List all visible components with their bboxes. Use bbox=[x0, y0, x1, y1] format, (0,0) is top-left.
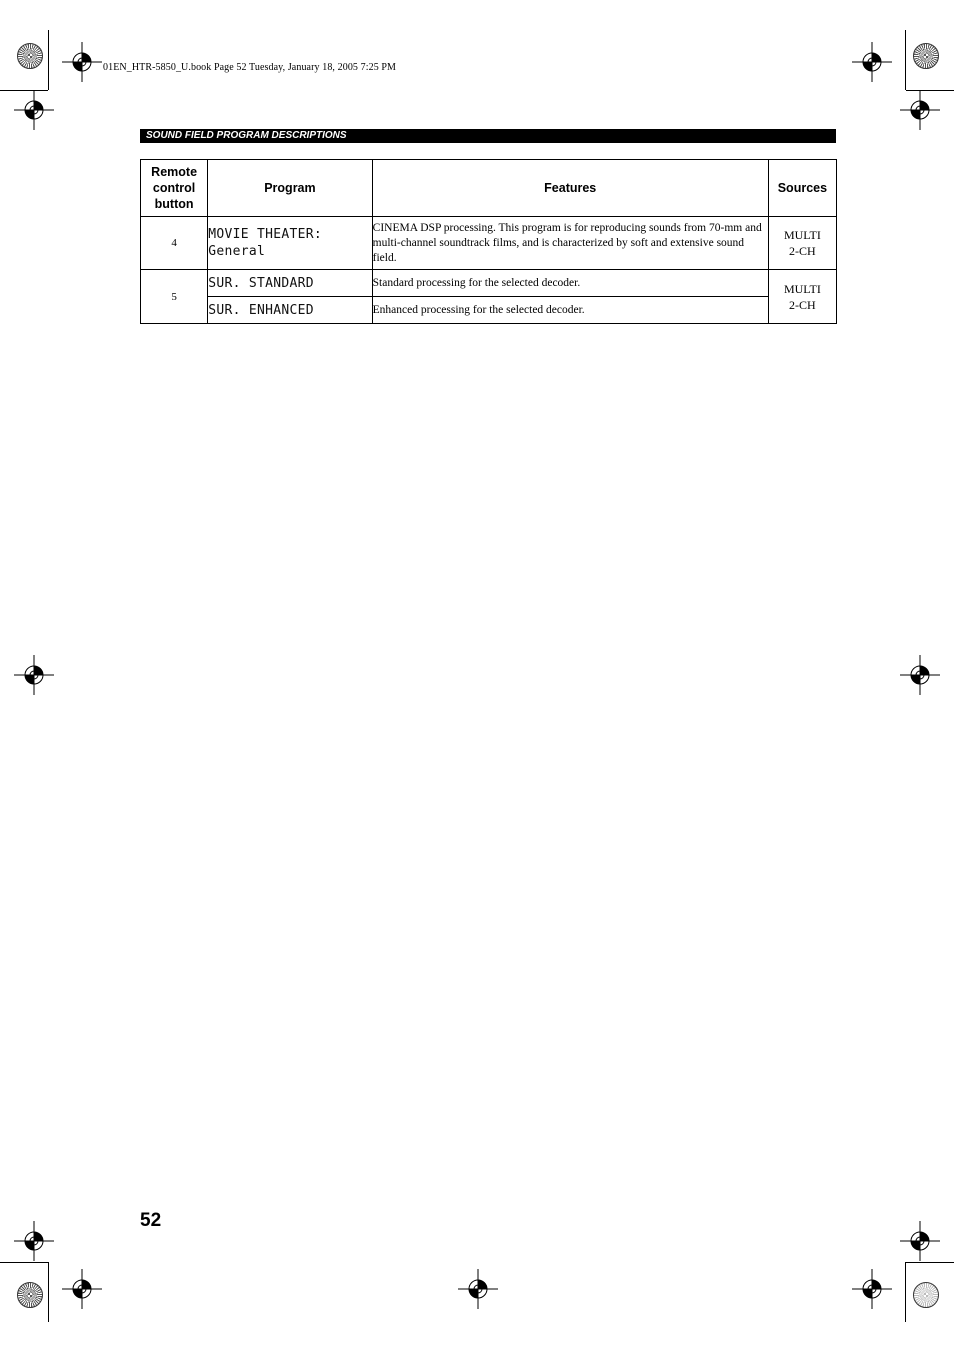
crop-line bbox=[0, 90, 48, 91]
source-multi: MULTI bbox=[783, 281, 821, 296]
registration-mark-icon bbox=[14, 90, 54, 130]
header-remote-line1: Remote bbox=[151, 165, 198, 179]
registration-mark-icon bbox=[458, 1269, 498, 1309]
crop-line bbox=[905, 30, 906, 90]
crop-line bbox=[905, 1262, 906, 1322]
color-rosette-icon bbox=[913, 43, 939, 69]
section-title-bar bbox=[140, 129, 836, 143]
crop-line bbox=[906, 1262, 954, 1263]
registration-mark-icon bbox=[14, 655, 54, 695]
registration-mark-icon bbox=[14, 1221, 54, 1261]
remote-button-cell: 4 bbox=[141, 217, 208, 270]
crop-line bbox=[0, 1262, 48, 1263]
features-cell: Enhanced processing for the selected decoder. bbox=[372, 297, 768, 324]
source-multi: MULTI bbox=[783, 228, 821, 242]
registration-mark-icon bbox=[900, 90, 940, 130]
crop-line bbox=[48, 1262, 49, 1322]
table-row bbox=[141, 270, 837, 297]
color-rosette-icon bbox=[17, 1282, 43, 1308]
header-features: Features bbox=[372, 160, 768, 217]
page-number: 52 bbox=[140, 1210, 162, 1231]
registration-mark-icon bbox=[900, 1221, 940, 1261]
registration-mark-icon bbox=[852, 42, 892, 82]
features-cell: CINEMA DSP processing. This program is for reproducing sounds from 70-mm and multi-channel soundtrack films, and is characterized by soft and extensive sound field. bbox=[372, 217, 768, 270]
features-cell: Standard processing for the selected decoder. bbox=[372, 270, 768, 297]
source-2ch: 2-CH bbox=[789, 297, 816, 312]
registration-mark-icon bbox=[900, 655, 940, 695]
color-rosette-icon bbox=[913, 1282, 939, 1308]
header-remote-line3: button bbox=[154, 197, 194, 211]
sources-cell bbox=[768, 270, 836, 324]
registration-mark-icon bbox=[62, 1269, 102, 1309]
remote-button-cell: 5 bbox=[141, 270, 208, 324]
program-cell bbox=[208, 217, 372, 270]
header-sources: Sources bbox=[768, 160, 836, 217]
crop-line bbox=[48, 30, 49, 90]
header-remote-line2: control bbox=[152, 181, 196, 195]
program-cell: SUR. STANDARD bbox=[208, 270, 372, 297]
file-header: 01EN_HTR-5850_U.book Page 52 Tuesday, January 18, 2005 7:25 PM bbox=[103, 62, 397, 73]
sound-program-table bbox=[140, 159, 837, 324]
sources-cell bbox=[768, 217, 836, 270]
table-header-row bbox=[141, 160, 837, 217]
table-row bbox=[141, 297, 837, 324]
program-subname: General bbox=[208, 244, 266, 259]
registration-mark-icon bbox=[852, 1269, 892, 1309]
header-program: Program bbox=[208, 160, 372, 217]
section-title: SOUND FIELD PROGRAM DESCRIPTIONS bbox=[146, 130, 347, 141]
color-rosette-icon bbox=[17, 43, 43, 69]
registration-mark-icon bbox=[62, 42, 102, 82]
program-cell: SUR. ENHANCED bbox=[208, 297, 372, 324]
table-row bbox=[141, 217, 837, 270]
source-2ch: 2-CH bbox=[789, 244, 816, 258]
crop-line bbox=[906, 90, 954, 91]
header-remote-button bbox=[141, 160, 208, 217]
program-name: MOVIE THEATER: bbox=[208, 227, 322, 242]
